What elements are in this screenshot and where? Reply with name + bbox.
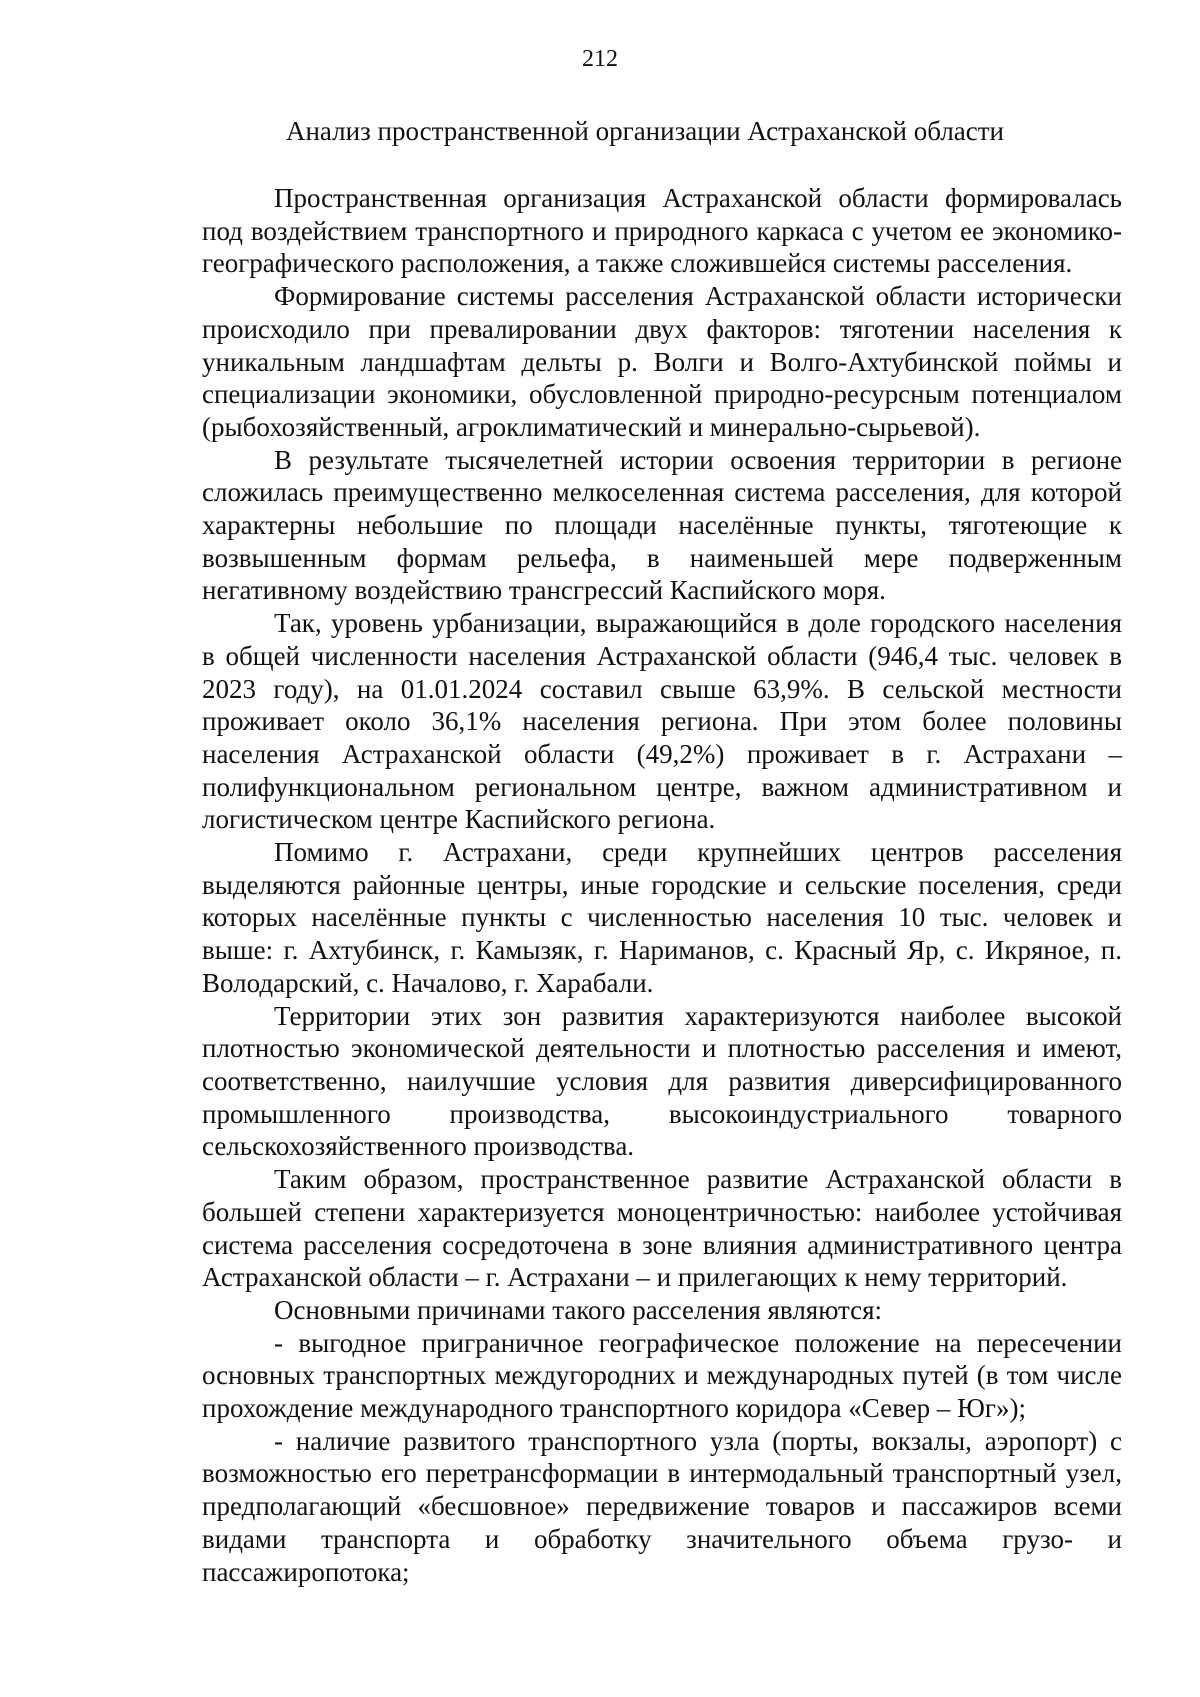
paragraph-4: Так, уровень урбанизации, выражающийся в доле городского населения в общей численности населения Астраханской области (946,4 тыс. человек в 2023 году), на 01.01.2024 составил свыше 63,9%. В сельской местности проживает около 36,1% населения региона. При этом более половины населения Астраханской области (49,2%) проживает в г. Астрахани – полифункциональном региональном центре, важном административном и логистическом центре Каспийского региона. xyxy=(202,608,1122,835)
paragraph-7: Таким образом, пространственное развитие Астраханской области в большей степени характеризуется моноцентричностью: наиболее устойчивая система расселения сосредоточена в зоне влияния административного центра Астраханской области – г. Астрахани – и прилегающих к нему территорий. xyxy=(202,1164,1122,1293)
list-item-2: - наличие развитого транспортного узла (порты, вокзалы, аэропорт) с возможностью его перетрансформации в интермодальный транспортный узел, предполагающий «бесшовное» передвижение товаров и пассажиров всеми видами транспорта и обработку значительного объема грузо- и пассажиропотока; xyxy=(202,1425,1122,1587)
paragraph-8: Основными причинами такого расселения являются: xyxy=(274,1294,883,1325)
page-number: 212 xyxy=(582,46,618,72)
paragraph-5: Помимо г. Астрахани, среди крупнейших центров расселения выделяются районные центры, иные городские и сельские поселения, среди которых населённые пункты с численностью населения 10 тыс. человек и выше: г. Ахтубинск, г. Камызяк, г. Нариманов, с. Красный Яр, с. Икряное, п. Володарский, с. Началово, г. Харабали. xyxy=(202,837,1122,998)
paragraph-3: В результате тысячелетней истории освоения территории в регионе сложилась преимущественно мелкоселенная система расселения, для которой характерны небольшие по площади населённые пункты, тяготеющие к возвышенным формам рельефа, в наименьшей мере подверженным негативному воздействию трансгрессий Каспийского моря. xyxy=(202,444,1122,606)
document-title: Анализ пространственной организации Астраханской области xyxy=(285,116,1005,146)
list-item-1: - выгодное приграничное географическое положение на пересечении основных транспортных междугородних и международных путей (в том числе прохождение международного транспортного коридора «Север – Юг»); xyxy=(202,1327,1122,1424)
paragraph-2: Формирование системы расселения Астраханской области исторически происходило при превалировании двух факторов: тяготении населения к уникальным ландшафтам дельты р. Волги и Волго-Ахтубинской поймы и специализации экономики, обусловленной природно-ресурсным потенциалом (рыбохозяйственный, агроклиматический и минерально-сырьевой). xyxy=(202,281,1122,442)
paragraph-6: Территории этих зон развития характеризуются наиболее высокой плотностью экономической деятельности и плотностью расселения и имеют, соответственно, наилучшие условия для развития диверсифицированного промышленного производства, высокоиндустриального товарного сельскохозяйственного производства. xyxy=(202,1000,1122,1162)
document-body xyxy=(202,182,1122,1588)
paragraph-1: Пространственная организация Астраханской области формировалась под воздействием транспортного и природного каркаса с учетом ее экономико-географического расположения, а также сложившейся системы расселения. xyxy=(202,183,1122,279)
